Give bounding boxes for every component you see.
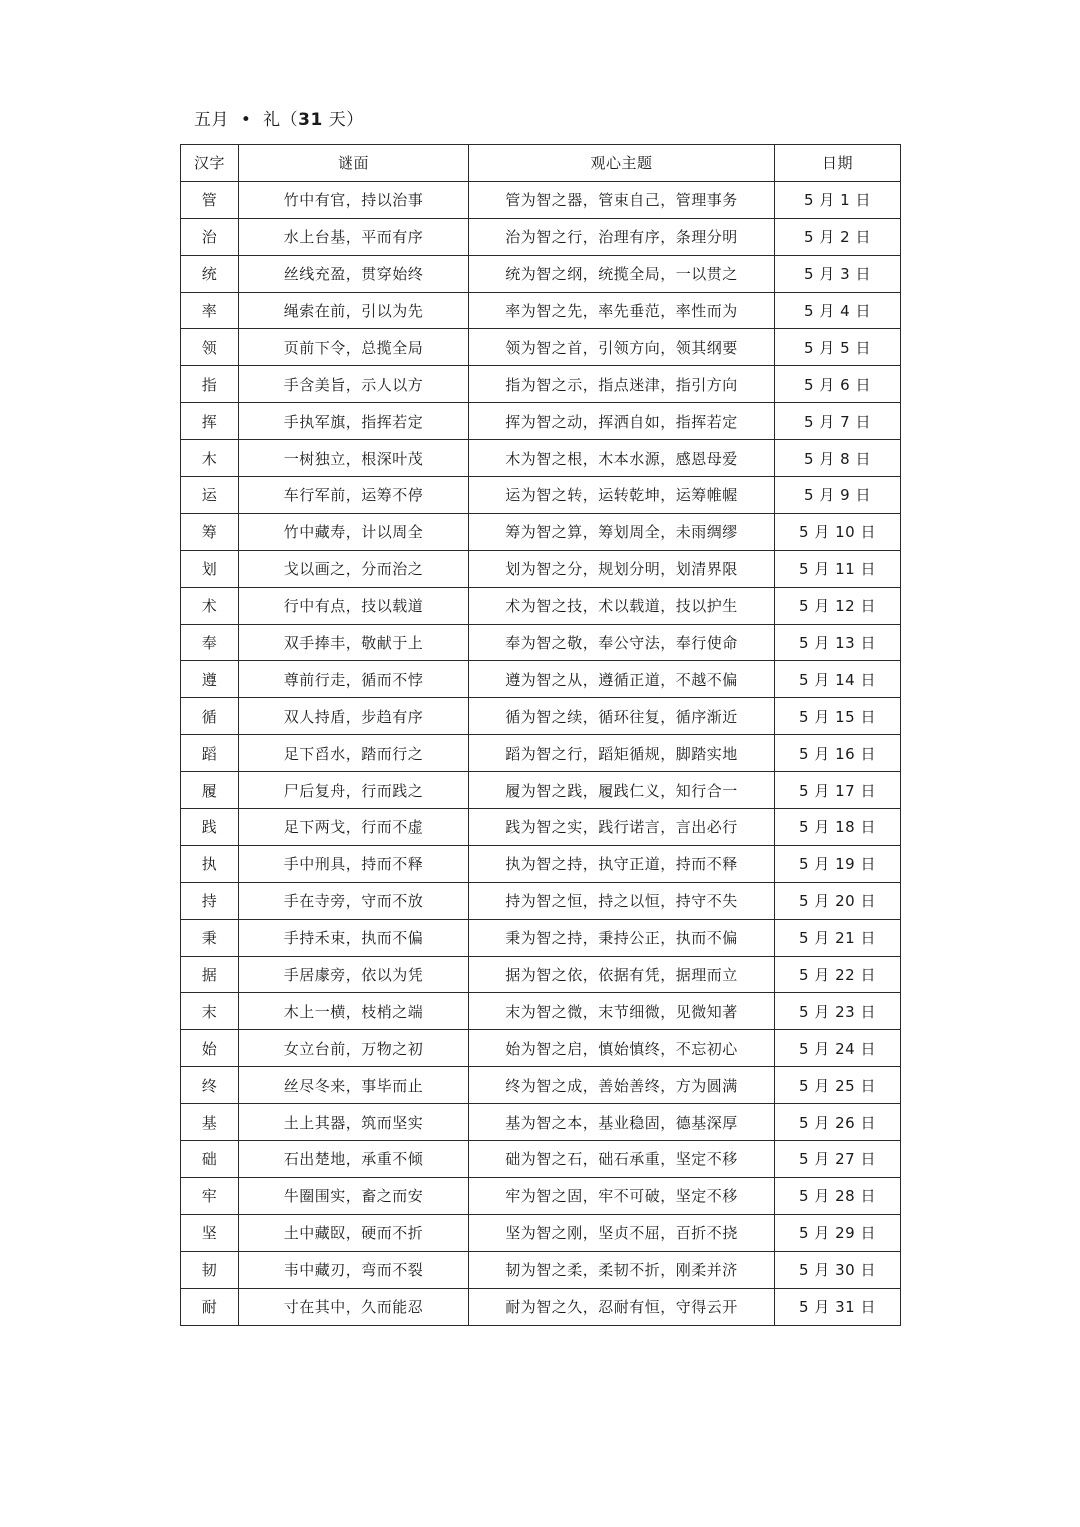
- table-row: [181, 329, 901, 366]
- cell-theme: 管为智之器，管束自己，管理事务: [469, 181, 775, 218]
- cell-riddle: 足下两戈，行而不虚: [239, 809, 469, 846]
- cell-character: 挥: [181, 403, 239, 440]
- cell-theme: 据为智之依，依据有凭，据理而立: [469, 956, 775, 993]
- table-row: [181, 477, 901, 514]
- cell-character: 循: [181, 698, 239, 735]
- table-row: [181, 218, 901, 255]
- cell-date: 5 月 26 日: [775, 1104, 901, 1141]
- cell-riddle: 行中有点，技以载道: [239, 587, 469, 624]
- cell-riddle: 寸在其中，久而能忍: [239, 1288, 469, 1325]
- title-theme: 礼（: [263, 110, 299, 130]
- cell-character: 终: [181, 1067, 239, 1104]
- table-row: [181, 1177, 901, 1214]
- cell-character: 统: [181, 255, 239, 292]
- cell-character: 木: [181, 440, 239, 477]
- cell-riddle: 韦中藏刃，弯而不裂: [239, 1251, 469, 1288]
- cell-character: 率: [181, 292, 239, 329]
- cell-riddle: 牛圈围实，畜之而安: [239, 1177, 469, 1214]
- cell-riddle: 一树独立，根深叶茂: [239, 440, 469, 477]
- table-row: [181, 403, 901, 440]
- cell-riddle: 石出楚地，承重不倾: [239, 1141, 469, 1178]
- table-row: [181, 1251, 901, 1288]
- table-row: [181, 440, 901, 477]
- cell-date: 5 月 19 日: [775, 845, 901, 882]
- table-row: [181, 1288, 901, 1325]
- cell-character: 秉: [181, 919, 239, 956]
- cell-riddle: 手执军旗，指挥若定: [239, 403, 469, 440]
- cell-theme: 坚为智之刚，坚贞不屈，百折不挠: [469, 1214, 775, 1251]
- cell-theme: 牢为智之固，牢不可破，坚定不移: [469, 1177, 775, 1214]
- cell-riddle: 尸后复舟，行而践之: [239, 772, 469, 809]
- table-row: [181, 624, 901, 661]
- cell-character: 始: [181, 1030, 239, 1067]
- cell-riddle: 竹中藏寿，计以周全: [239, 513, 469, 550]
- title-month: 五月: [194, 110, 229, 130]
- cell-character: 指: [181, 366, 239, 403]
- table-row: [181, 919, 901, 956]
- cell-character: 持: [181, 882, 239, 919]
- table-body: [181, 181, 901, 1325]
- table-row: [181, 661, 901, 698]
- cell-character: 领: [181, 329, 239, 366]
- cell-character: 治: [181, 218, 239, 255]
- cell-date: 5 月 28 日: [775, 1177, 901, 1214]
- title-suffix: 天）: [328, 110, 364, 130]
- cell-date: 5 月 20 日: [775, 882, 901, 919]
- cell-riddle: 页前下令，总揽全局: [239, 329, 469, 366]
- cell-date: 5 月 5 日: [775, 329, 901, 366]
- cell-theme: 奉为智之敬，奉公守法，奉行使命: [469, 624, 775, 661]
- header-theme: 观心主题: [469, 145, 775, 182]
- cell-character: 筹: [181, 513, 239, 550]
- cell-date: 5 月 21 日: [775, 919, 901, 956]
- cell-theme: 术为智之技，术以载道，技以护生: [469, 587, 775, 624]
- cell-date: 5 月 10 日: [775, 513, 901, 550]
- cell-date: 5 月 22 日: [775, 956, 901, 993]
- cell-theme: 循为智之续，循环往复，循序渐近: [469, 698, 775, 735]
- cell-date: 5 月 15 日: [775, 698, 901, 735]
- table-header-row: [181, 145, 901, 182]
- cell-date: 5 月 12 日: [775, 587, 901, 624]
- cell-riddle: 手持禾束，执而不偏: [239, 919, 469, 956]
- cell-date: 5 月 8 日: [775, 440, 901, 477]
- table-row: [181, 550, 901, 587]
- cell-theme: 持为智之恒，持之以恒，持守不失: [469, 882, 775, 919]
- cell-theme: 木为智之根，木本水源，感恩母爱: [469, 440, 775, 477]
- cell-date: 5 月 1 日: [775, 181, 901, 218]
- table-row: [181, 809, 901, 846]
- cell-character: 践: [181, 809, 239, 846]
- cell-date: 5 月 27 日: [775, 1141, 901, 1178]
- cell-theme: 治为智之行，治理有序，条理分明: [469, 218, 775, 255]
- cell-riddle: 土中藏臤，硬而不折: [239, 1214, 469, 1251]
- cell-character: 坚: [181, 1214, 239, 1251]
- table-row: [181, 772, 901, 809]
- cell-date: 5 月 23 日: [775, 993, 901, 1030]
- cell-theme: 执为智之持，执守正道，持而不释: [469, 845, 775, 882]
- title-separator: •: [240, 110, 252, 130]
- cell-theme: 划为智之分，规划分明，划清界限: [469, 550, 775, 587]
- calendar-table: [180, 144, 901, 1326]
- cell-date: 5 月 7 日: [775, 403, 901, 440]
- cell-theme: 筹为智之算，筹划周全，未雨绸缪: [469, 513, 775, 550]
- cell-riddle: 尊前行走，循而不悖: [239, 661, 469, 698]
- cell-character: 末: [181, 993, 239, 1030]
- cell-character: 划: [181, 550, 239, 587]
- cell-riddle: 足下舀水，踏而行之: [239, 735, 469, 772]
- cell-date: 5 月 6 日: [775, 366, 901, 403]
- cell-riddle: 手含美旨，示人以方: [239, 366, 469, 403]
- cell-date: 5 月 29 日: [775, 1214, 901, 1251]
- cell-riddle: 手居豦旁，依以为凭: [239, 956, 469, 993]
- cell-character: 术: [181, 587, 239, 624]
- cell-date: 5 月 24 日: [775, 1030, 901, 1067]
- cell-riddle: 戈以画之，分而治之: [239, 550, 469, 587]
- cell-date: 5 月 16 日: [775, 735, 901, 772]
- cell-theme: 践为智之实，践行诺言，言出必行: [469, 809, 775, 846]
- table-row: [181, 698, 901, 735]
- cell-theme: 秉为智之持，秉持公正，执而不偏: [469, 919, 775, 956]
- table-row: [181, 882, 901, 919]
- table-row: [181, 366, 901, 403]
- cell-character: 耐: [181, 1288, 239, 1325]
- table-row: [181, 292, 901, 329]
- cell-theme: 基为智之本，基业稳固，德基深厚: [469, 1104, 775, 1141]
- table-row: [181, 587, 901, 624]
- cell-theme: 蹈为智之行，蹈矩循规，脚踏实地: [469, 735, 775, 772]
- cell-riddle: 双人持盾，步趋有序: [239, 698, 469, 735]
- header-date: 日期: [775, 145, 901, 182]
- cell-date: 5 月 18 日: [775, 809, 901, 846]
- table-row: [181, 513, 901, 550]
- table-row: [181, 845, 901, 882]
- cell-date: 5 月 25 日: [775, 1067, 901, 1104]
- cell-character: 基: [181, 1104, 239, 1141]
- cell-date: 5 月 13 日: [775, 624, 901, 661]
- cell-character: 执: [181, 845, 239, 882]
- cell-character: 蹈: [181, 735, 239, 772]
- cell-theme: 挥为智之动，挥洒自如，指挥若定: [469, 403, 775, 440]
- table-row: [181, 255, 901, 292]
- cell-date: 5 月 4 日: [775, 292, 901, 329]
- table-row: [181, 1067, 901, 1104]
- header-riddle: 谜面: [239, 145, 469, 182]
- cell-theme: 领为智之首，引领方向，领其纲要: [469, 329, 775, 366]
- cell-riddle: 竹中有官，持以治事: [239, 181, 469, 218]
- cell-riddle: 木上一横，枝梢之端: [239, 993, 469, 1030]
- table-row: [181, 956, 901, 993]
- cell-date: 5 月 3 日: [775, 255, 901, 292]
- cell-theme: 韧为智之柔，柔韧不折，刚柔并济: [469, 1251, 775, 1288]
- cell-character: 奉: [181, 624, 239, 661]
- cell-riddle: 绳索在前，引以为先: [239, 292, 469, 329]
- table-row: [181, 1141, 901, 1178]
- cell-theme: 运为智之转，运转乾坤，运筹帷幄: [469, 477, 775, 514]
- cell-character: 牢: [181, 1177, 239, 1214]
- cell-riddle: 双手捧丰，敬献于上: [239, 624, 469, 661]
- cell-riddle: 水上台基，平而有序: [239, 218, 469, 255]
- cell-theme: 始为智之启，慎始慎终，不忘初心: [469, 1030, 775, 1067]
- cell-date: 5 月 31 日: [775, 1288, 901, 1325]
- table-row: [181, 181, 901, 218]
- cell-date: 5 月 9 日: [775, 477, 901, 514]
- cell-riddle: 车行军前，运筹不停: [239, 477, 469, 514]
- cell-theme: 统为智之纲，统揽全局，一以贯之: [469, 255, 775, 292]
- table-row: [181, 1214, 901, 1251]
- cell-theme: 率为智之先，率先垂范，率性而为: [469, 292, 775, 329]
- header-character: 汉字: [181, 145, 239, 182]
- cell-date: 5 月 2 日: [775, 218, 901, 255]
- page-title: [194, 106, 364, 134]
- cell-riddle: 丝线充盈，贯穿始终: [239, 255, 469, 292]
- cell-riddle: 丝尽冬来，事毕而止: [239, 1067, 469, 1104]
- table-row: [181, 993, 901, 1030]
- cell-character: 管: [181, 181, 239, 218]
- cell-date: 5 月 11 日: [775, 550, 901, 587]
- cell-riddle: 土上其器，筑而坚实: [239, 1104, 469, 1141]
- cell-theme: 础为智之石，础石承重，坚定不移: [469, 1141, 775, 1178]
- cell-theme: 遵为智之从，遵循正道，不越不偏: [469, 661, 775, 698]
- cell-character: 履: [181, 772, 239, 809]
- table-row: [181, 735, 901, 772]
- cell-theme: 终为智之成，善始善终，方为圆满: [469, 1067, 775, 1104]
- cell-theme: 耐为智之久，忍耐有恒，守得云开: [469, 1288, 775, 1325]
- cell-theme: 履为智之践，履践仁义，知行合一: [469, 772, 775, 809]
- cell-date: 5 月 30 日: [775, 1251, 901, 1288]
- cell-theme: 指为智之示，指点迷津，指引方向: [469, 366, 775, 403]
- table-row: [181, 1104, 901, 1141]
- cell-riddle: 手在寺旁，守而不放: [239, 882, 469, 919]
- cell-character: 韧: [181, 1251, 239, 1288]
- cell-riddle: 手中刑具，持而不释: [239, 845, 469, 882]
- cell-riddle: 女立台前，万物之初: [239, 1030, 469, 1067]
- cell-date: 5 月 14 日: [775, 661, 901, 698]
- cell-character: 础: [181, 1141, 239, 1178]
- title-day-count: 31: [298, 110, 323, 130]
- cell-character: 遵: [181, 661, 239, 698]
- cell-character: 运: [181, 477, 239, 514]
- table-row: [181, 1030, 901, 1067]
- cell-character: 据: [181, 956, 239, 993]
- cell-date: 5 月 17 日: [775, 772, 901, 809]
- cell-theme: 末为智之微，末节细微，见微知著: [469, 993, 775, 1030]
